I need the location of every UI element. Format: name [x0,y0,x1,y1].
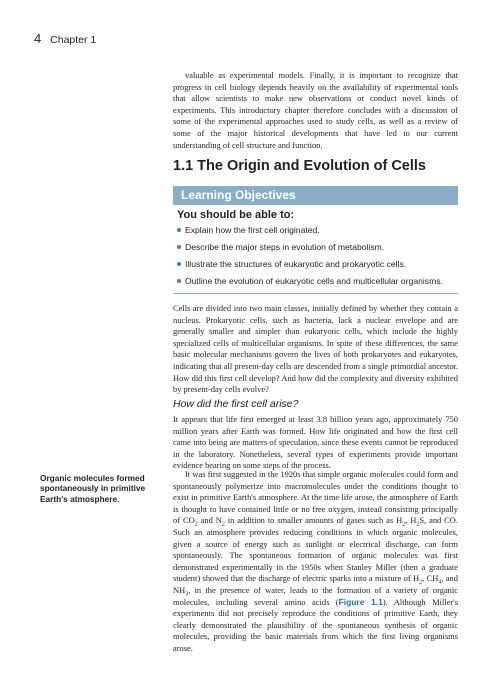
body-block-1 [173,303,458,396]
subscript: 3 [185,591,189,598]
bullet-icon [177,228,181,232]
learning-objectives-subheading: You should be able to: [177,209,295,221]
chapter-label: Chapter 1 [50,34,97,46]
body-block-2 [173,414,458,472]
section-title: 1.1 The Origin and Evolution of Cells [173,158,426,174]
subscript: 2 [416,522,420,529]
bullet-icon [177,279,181,283]
learning-objectives-heading: Learning Objectives [181,188,296,202]
text-run: S, and CO. Such an atmosphere provides reducing conditions in which organic molecules, given a source of energy such as sunlight or electrical discharge, can form spontaneously. The spontaneous formation of organic molecules was first demonstrated experimentally in the 1950s when Stanley Miller (then a graduate student) showed that the discharge of electric sparks into a mixture of H [173,515,459,584]
subscript: 2 [419,580,423,587]
running-header [34,31,96,46]
text-run: It was first suggested in the 1920s that simple organic molecules could form and spontaneously polymerize into macromolecules under the conditions thought to exist in primitive Earth's atmosphere. At the time life arose, the atmosphere of Earth is thought to have contained little or no free oxygen, instead consisting principally of CO [173,469,458,526]
intro-paragraph-block [173,70,458,151]
text-run: , in the presence of water, leads to the formation of a variety of organic molecules, including several amino acids ( [173,584,458,607]
objective-text: Outline the evolution of eukaryotic cells and multicellular organisms. [185,276,443,286]
text-run: ). Although Miller's experiments did not precisely reproduce the conditions of primitive Earth, they clearly demonstrated the plausibility of the spontaneous synthesis of organic molecules, providing the basic materials from which the first living organisms arose. [173,596,458,653]
objective-item [177,259,458,269]
objective-item [177,276,458,286]
body-paragraph-3 [173,469,458,655]
body-paragraph-1: Cells are divided into two main classes, initially defined by whether they contain a nucleus. Prokaryotic cells, such as bacteria, lack a nuclear envelope and are generally smaller and simpler than eukaryotic cells, which include the highly specialized cells of multicellular organisms. In spite of these differences, the same basic molecular mechanisms govern the lives of both prokaryotes and eukaryotes, indicating that all present-day cells are descended from a single primordial ancestor. How did this first cell develop? And how did the complexity and diversity exhibited by present-day cells evolve? [173,303,458,395]
text-run: , and NH [173,573,458,595]
subscript: 2 [194,522,198,529]
intro-paragraph: valuable as experimental models. Finally, it is important to recognize that progress in cell biology depends heavily on the availability of experimental tools that allow scientists to make new observations or conduct novel kinds of experiments. This introductory chapter therefore concludes with a discussion of some of the experimental approaches used to study cells, as well as a review of some of the major historical developments that have led to our current understanding of cell structure and function. [173,70,458,150]
bullet-icon [177,245,181,249]
question-heading: How did the first cell arise? [173,398,299,410]
subscript: 2 [402,522,406,529]
text-run: , CH [422,573,439,584]
subscript: 4 [438,580,442,587]
objective-item [177,242,458,252]
body-block-3 [173,469,458,655]
bullet-icon [177,262,181,266]
objective-text: Illustrate the structures of eukaryotic and prokaryotic cells. [185,259,407,269]
figure-link[interactable]: Figure 1.1 [338,596,383,607]
learning-objectives-divider [173,293,458,294]
objective-item [177,225,458,235]
text-run: and N [197,515,222,526]
text-run: in addition to smaller amounts of gases such as H [224,515,403,526]
margin-note: Organic molecules formed spontaneously in primitive Earth's atmosphere. [40,473,146,504]
body-paragraph-2: It appears that life first emerged at least 3.8 billion years ago, approximately 750 million years after Earth was formed. How life originated and how the first cell came into being are matters of speculation, since these events cannot be reproduced in the laboratory. Nonetheless, several types of experiments provide important evidence bearing on some steps of the process. [173,414,458,471]
objective-text: Describe the major steps in evolution of metabolism. [185,242,385,252]
subscript: 2 [221,522,225,529]
learning-objectives-list [177,225,458,293]
learning-objectives-bar [173,186,458,205]
text-run: , H [405,515,417,526]
page-number: 4 [34,31,42,46]
objective-text: Explain how the first cell originated. [185,225,320,235]
